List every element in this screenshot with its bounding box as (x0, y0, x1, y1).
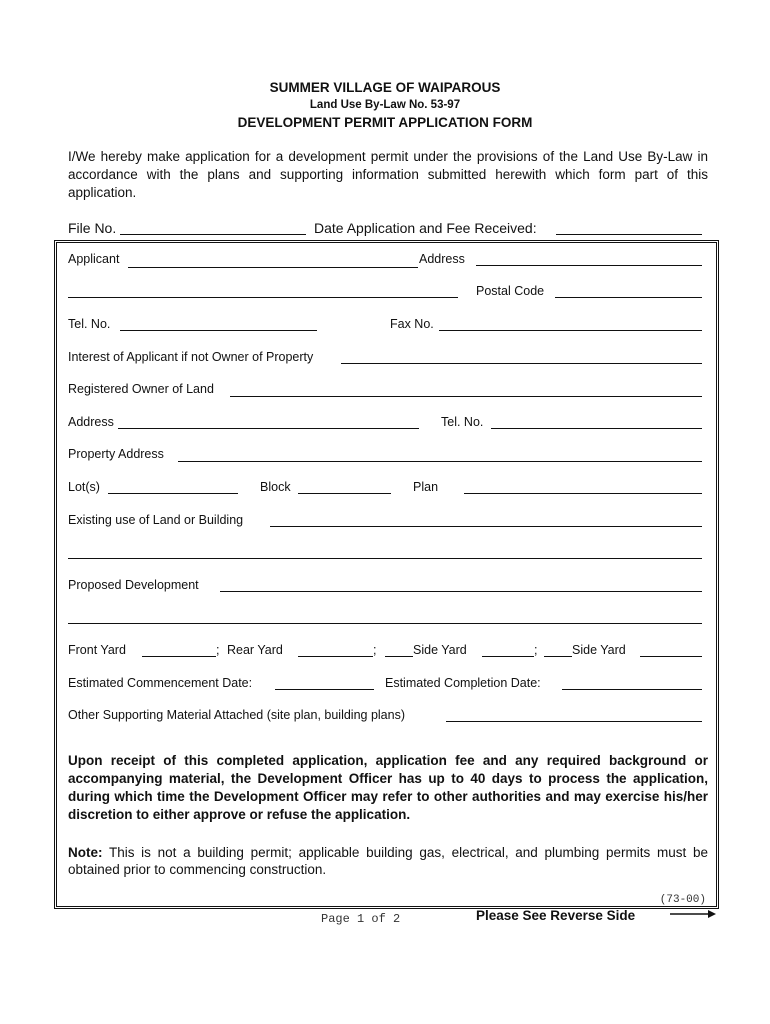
lots-field[interactable] (108, 493, 238, 494)
applicant-field[interactable] (128, 267, 418, 268)
owner-tel-label: Tel. No. (441, 415, 484, 429)
owner-address-label: Address (68, 415, 114, 429)
form-code: (73-00) (659, 894, 706, 906)
note-text: This is not a building permit; applicable building gas, electrical, and plumbing permits must be obtained prior to commencing construction. (68, 845, 708, 877)
date-received-field[interactable] (556, 234, 702, 235)
block-label: Block (260, 480, 291, 494)
address-label: Address (419, 252, 465, 266)
existing-use-label: Existing use of Land or Building (68, 513, 244, 527)
fax-field[interactable] (439, 330, 702, 331)
rear-yard-label: Rear Yard (227, 643, 283, 657)
owner-tel-field[interactable] (491, 428, 702, 429)
lots-label: Lot(s) (68, 480, 100, 494)
front-yard-field[interactable] (142, 656, 216, 657)
owner-address-field[interactable] (118, 428, 419, 429)
organization-title: SUMMER VILLAGE OF WAIPAROUS (269, 80, 501, 95)
completion-date-label: Estimated Completion Date: (385, 676, 541, 690)
existing-use-line-2-field[interactable] (68, 558, 702, 559)
side-yard-2-label: Side Yard (572, 643, 626, 657)
interest-field[interactable] (341, 363, 702, 364)
rear-yard-field[interactable] (298, 656, 373, 657)
side-yard-1-prefix-field[interactable] (385, 656, 413, 657)
side-yard-1-label: Side Yard (413, 643, 467, 657)
interest-label: Interest of Applicant if not Owner of Property (68, 350, 314, 364)
owner-field[interactable] (230, 396, 702, 397)
see-reverse-text: Please See Reverse Side (476, 908, 636, 923)
side-yard-2-field[interactable] (640, 656, 702, 657)
completion-date-field[interactable] (562, 689, 702, 690)
address-field[interactable] (476, 265, 702, 266)
tel-label: Tel. No. (68, 317, 111, 331)
file-no-label: File No. (68, 220, 117, 236)
proposed-development-line-2-field[interactable] (68, 623, 702, 624)
front-yard-label: Front Yard (68, 643, 126, 657)
tel-field[interactable] (120, 330, 317, 331)
commencement-date-label: Estimated Commencement Date: (68, 676, 253, 690)
right-arrow-icon (668, 907, 718, 921)
intro-paragraph: I/We hereby make application for a development permit under the provisions of the Land Use By-Law in accordance with the plans and supporting information submitted herewith which form part of this application. (68, 149, 708, 200)
postal-code-label: Postal Code (476, 284, 545, 298)
property-address-label: Property Address (68, 447, 164, 461)
note-label: Note: (68, 845, 103, 860)
owner-label: Registered Owner of Land (68, 382, 214, 396)
date-received-label: Date Application and Fee Received: (314, 220, 537, 236)
proposed-development-field[interactable] (220, 591, 702, 592)
bylaw-subtitle: Land Use By-Law No. 53-97 (309, 99, 461, 111)
commencement-date-field[interactable] (275, 689, 374, 690)
block-field[interactable] (298, 493, 391, 494)
supporting-material-label: Other Supporting Material Attached (site plan, building plans) (68, 708, 405, 722)
address-line-2-field[interactable] (68, 297, 458, 298)
postal-code-field[interactable] (555, 297, 702, 298)
processing-notice: Upon receipt of this completed application, application fee and any required background or accompanying material, the Development Officer has up to 40 days to process the application, during which time the Development Officer may refer to other authorities and may exercise his/her discretion to either approve or refuse the application. (68, 753, 708, 822)
plan-field[interactable] (464, 493, 702, 494)
page-number: Page 1 of 2 (321, 912, 401, 926)
applicant-label: Applicant (68, 252, 120, 266)
fax-label: Fax No. (390, 317, 434, 331)
plan-label: Plan (413, 480, 439, 494)
property-address-field[interactable] (178, 461, 702, 462)
side-yard-1-field[interactable] (482, 656, 534, 657)
supporting-material-field[interactable] (446, 721, 702, 722)
semicolon-2: ; (373, 643, 377, 657)
semicolon-3: ; (534, 643, 538, 657)
semicolon-1: ; (216, 643, 220, 657)
proposed-development-label: Proposed Development (68, 578, 199, 592)
note-paragraph (68, 844, 708, 878)
side-yard-2-prefix-field[interactable] (544, 656, 572, 657)
file-no-field[interactable] (120, 234, 306, 235)
existing-use-field[interactable] (270, 526, 702, 527)
form-title: DEVELOPMENT PERMIT APPLICATION FORM (237, 115, 533, 130)
